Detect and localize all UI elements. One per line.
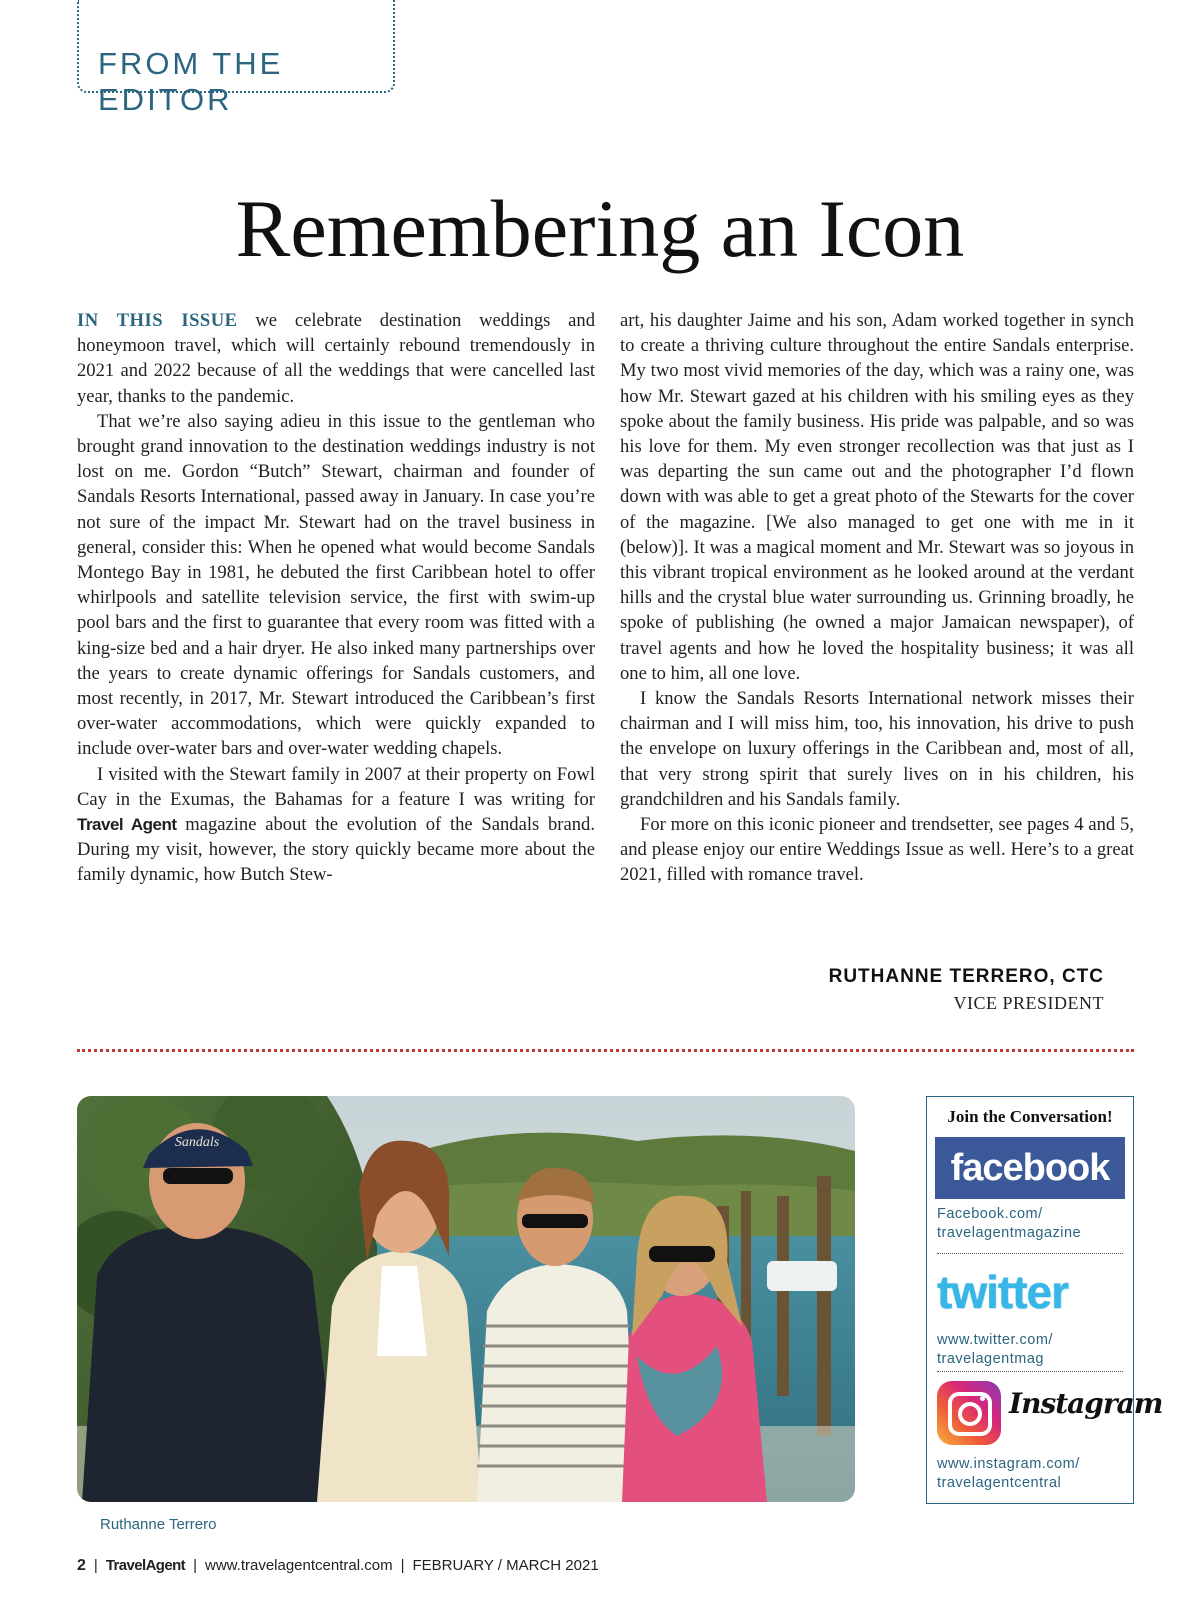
paragraph: For more on this iconic pioneer and trendsetter, see pages 4 and 5, and please enjoy our entire Weddings Issue as well. Here’s to a great 2021, filled with romance travel. bbox=[620, 814, 1134, 886]
paragraph: I know the Sandals Resorts International network misses their chairman and I will miss him, too, his innovation, his drive to push the envelope on luxury offerings in the Caribbean and, most of all, that very strong spirit that surely lives on in his children, his grandchildren and his Sandals family. bbox=[620, 688, 1134, 810]
paragraph-text: we celebrate destination weddings and honeymoon travel, which will certainly rebound tremendously in 2021 and 2022 because of all the weddings that were cancelled last year, thanks to the pandemic. bbox=[77, 310, 595, 407]
social-box bbox=[926, 1096, 1163, 1504]
footer-issue: FEBRUARY / MARCH 2021 bbox=[412, 1557, 599, 1574]
twitter-logo-icon[interactable]: twitter bbox=[937, 1266, 1068, 1318]
footer-separator: | bbox=[400, 1557, 405, 1574]
family-photo bbox=[77, 1096, 855, 1502]
instagram-icon[interactable] bbox=[937, 1381, 1001, 1445]
photo-caption: Ruthanne Terrero bbox=[100, 1516, 217, 1533]
instagram-lens-icon bbox=[958, 1402, 982, 1426]
instagram-flash-icon bbox=[980, 1396, 985, 1401]
facebook-url-line-2[interactable]: travelagentmagazine bbox=[937, 1225, 1082, 1241]
instagram-logo-text[interactable]: Instagram bbox=[1009, 1387, 1163, 1420]
facebook-url-line-1[interactable]: Facebook.com/ bbox=[937, 1206, 1043, 1222]
footer-website[interactable]: www.travelagentcentral.com bbox=[204, 1557, 393, 1574]
section-divider bbox=[77, 1049, 1134, 1052]
author-name: RUTHANNE TERRERO, CTC bbox=[828, 966, 1104, 987]
paragraph: That we’re also saying adieu in this issue to the gentleman who brought grand innovation to the destination weddings industry is not lost on me. Gordon “Butch” Stewart, chairman and founder of Sandals Resorts International, passed away in January. In case you’re not sure of the impact Mr. Stewart had on the travel business in general, consider this: When he opened what would become Sandals Montego Bay in 1981, he debuted the first Caribbean hotel to offer whirlpools and satellite television service, the first with swim-up pool bars and the first to guarantee that every room was fitted with a king-size bed and a hair dryer. He also inked many partnerships over the years to create dynamic offerings for Sandals customers, and most recently, in 2017, Mr. Stewart introduced the Caribbean’s first over-water accommodations, which were quickly expanded to include over-water bars and over-water wedding chapels. bbox=[77, 410, 595, 760]
paragraph-text: magazine about the evolution of the Sandals brand. During my visit, however, the story quickly became more about the family dynamic, how Butch Stew- bbox=[77, 814, 595, 886]
paragraph: art, his daughter Jaime and his son, Adam worked together in synch to create a thriving culture throughout the entire Sandals enterprise. My two most vivid memories of the day, which was a rainy one, was how Mr. Stewart gazed at his children with his smiling eyes as they spoke about the family business. His pride was palpable, and so was his love for them. My even stronger recollection was that just as I was departing the sun came out and the photographer I’d flown down with was able to get a great photo of the Stewarts for the cover of the magazine. [We also managed to get one with me in it (below)]. It was a magical moment and Mr. Stewart was so joyous in this vibrant tropical environment as he looked around at the verdant hills and the crystal blue water surrounding us. Grinning broadly, he spoke of publishing (he owned a major Jamaican newspaper), of travel agents and how he loved the hospitality business; it was all one to him, all one love. bbox=[620, 310, 1134, 684]
footer-brand: TravelAgent bbox=[105, 1557, 186, 1574]
social-box-title: Join the Conversation! bbox=[947, 1107, 1113, 1126]
section-tag bbox=[77, 0, 395, 117]
magazine-name: Travel Agent bbox=[77, 815, 177, 835]
paragraph bbox=[77, 308, 595, 409]
author-title: VICE PRESIDENT bbox=[953, 993, 1104, 1013]
twitter-url-line-2[interactable]: travelagentmag bbox=[937, 1351, 1044, 1367]
cap-logo-text: Sandals bbox=[174, 1135, 220, 1150]
paragraph bbox=[77, 762, 595, 888]
instagram-url-line-1[interactable]: www.instagram.com/ bbox=[937, 1456, 1080, 1472]
article-right-column bbox=[620, 308, 1134, 888]
footer-separator: | bbox=[193, 1557, 197, 1574]
lead-in: IN THIS ISSUE bbox=[77, 310, 238, 331]
page-number: 2 bbox=[77, 1557, 86, 1574]
section-label: FROM THE EDITOR bbox=[98, 46, 284, 117]
page-footer bbox=[77, 1557, 599, 1575]
separator bbox=[937, 1253, 1123, 1254]
article-left-column bbox=[77, 308, 595, 888]
facebook-logo-icon[interactable]: facebook bbox=[935, 1137, 1125, 1199]
twitter-url-line-1[interactable]: www.twitter.com/ bbox=[937, 1332, 1053, 1348]
family-photo-illustration bbox=[77, 1096, 855, 1502]
headline: Remembering an Icon bbox=[235, 183, 965, 274]
instagram-url-line-2[interactable]: travelagentcentral bbox=[937, 1475, 1062, 1491]
footer-separator: | bbox=[93, 1557, 98, 1574]
paragraph-text: I visited with the Stewart family in 2007 at their property on Fowl Cay in the Exumas, the Bahamas for a feature I was writing for bbox=[77, 763, 595, 810]
separator bbox=[937, 1371, 1123, 1372]
